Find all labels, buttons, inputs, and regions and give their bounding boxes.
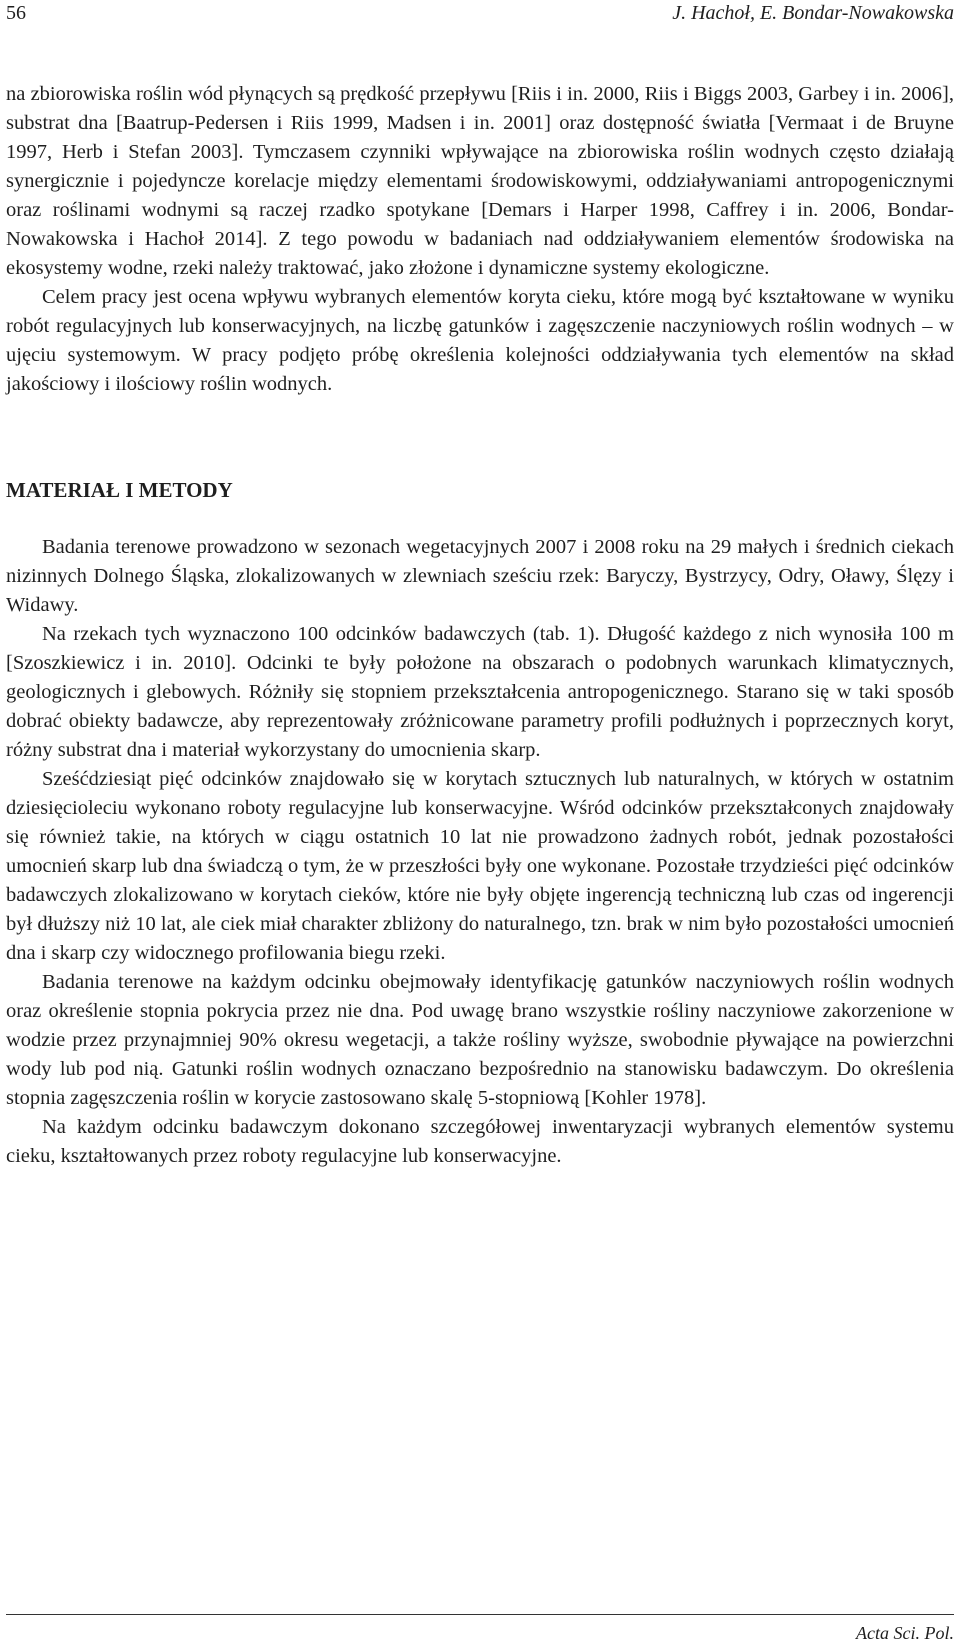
paragraph-study-sections: Na rzekach tych wyznaczono 100 odcinków badawczych (tab. 1). Długość każdego z nich wynosiła 100 m [Szoszkiewicz i in. 2010]. Odcinki te były położone na obszarach o podobnych warunkach klimatycznych, geologicznych i glebowych. Różniły się stopniem przekształcenia antropogenicznego. Starano się w taki sposób dobrać obiekty badawcze, aby reprezentowały zróżnicowane parametry profili podłużnych i poprzecznych koryt, różny substrat dna i materiał wykorzystany do umocnienia skarp. bbox=[6, 623, 954, 761]
page-header bbox=[6, 0, 954, 28]
paragraph-field-seasons: Badania terenowe prowadzono w sezonach wegetacyjnych 2007 i 2008 roku na 29 małych i średnich ciekach nizinnych Dolnego Śląska, zlokalizowanych w zlewniach sześciu rzek: Baryczy, Bystrzycy, Odry, Oławy, Ślęzy i Widawy. bbox=[6, 536, 954, 616]
paragraph-intro-continuation: na zbiorowiska roślin wód płynących są prędkość przepływu [Riis i in. 2000, Riis i Biggs 2003, Garbey i in. 2006], substrat dna [Baatrup-Pedersen i Riis 1999, Madsen i in. 2001] oraz dostępność światła [Vermaat i de Bruyne 1997, Herb i Stefan 2003]. Tymczasem czynniki wpływające na zbiorowiska roślin wodnych często działają synergicznie i pojedyncze korelacje między elementami środowiskowymi, oddziaływaniami antropogenicznymi oraz roślinami wodnymi są raczej rzadko spotykane [Demars i Harper 1998, Caffrey i in. 2006, Bondar-Nowakowska i Hachoł 2014]. Z tego powodu w badaniach nad oddziaływaniem elementów środowiska na ekosystemy wodne, rzeki należy traktować, jako złożone i dynamiczne systemy ekologiczne. bbox=[6, 83, 954, 279]
body-text bbox=[6, 80, 954, 1171]
footer-journal-name: Acta Sci. Pol. bbox=[856, 1623, 954, 1643]
paragraph-aim: Celem pracy jest ocena wpływu wybranych elementów koryta cieku, które mogą być kształtowane w wyniku robót regulacyjnych lub konserwacyjnych, na liczbę gatunków i zagęszczenie naczyniowych roślin wodnych – w ujęciu systemowym. W pracy podjęto próbę określenia kolejności oddziaływania tych elementów na skład jakościowy i ilościowy roślin wodnych. bbox=[6, 286, 954, 395]
footer-divider bbox=[6, 1614, 954, 1615]
paragraph-plant-survey: Badania terenowe na każdym odcinku obejmowały identyfikację gatunków naczyniowych roślin wodnych oraz określenie stopnia pokrycia przez nie dna. Pod uwagę brano wszystkie rośliny naczyniowe zakorzenione w wodzie przez przynajmniej 90% okresu wegetacji, a także rośliny wyższe, swobodnie pływające na powierzchni wody lub pod nią. Gatunki roślin wodnych oznaczano bezpośrednio na stanowisku badawczym. Do określenia stopnia zagęszczenia roślin w korycie zastosowano skalę 5-stopniową [Kohler 1978]. bbox=[6, 971, 954, 1109]
paragraph-transformed-sections: Sześćdziesiąt pięć odcinków znajdowało się w korytach sztucznych lub naturalnych, w których w ostatnim dziesięcioleciu wykonano roboty regulacyjne lub konserwacyjne. Wśród odcinków przekształconych znajdowały się również takie, na których w ciągu ostatnich 10 lat nie prowadzono żadnych robót, jednak pozostałości umocnień skarp lub dna świadczą o tym, że w przeszłości były one wykonane. Pozostałe trzydzieści pięć odcinków badawczych zlokalizowano w korytach cieków, które nie były objęte ingerencją techniczną lub czas od ingerencji był dłuższy niż 10 lat, ale ciek miał charakter zbliżony do naturalnego, tzn. brak w nim było pozostałości umocnień dna i skarp czy widocznego profilowania biegu rzeki. bbox=[6, 768, 954, 964]
page-number: 56 bbox=[6, 2, 26, 24]
paragraph-inventory: Na każdym odcinku badawczym dokonano szczegółowej inwentaryzacji wybranych elementów systemu cieku, kształtowanych przez roboty regulacyjne lub konserwacyjne. bbox=[6, 1116, 954, 1167]
running-head-authors: J. Hachoł, E. Bondar-Nowakowska bbox=[672, 2, 954, 24]
section-heading-methods: MATERIAŁ I METODY bbox=[6, 478, 233, 502]
